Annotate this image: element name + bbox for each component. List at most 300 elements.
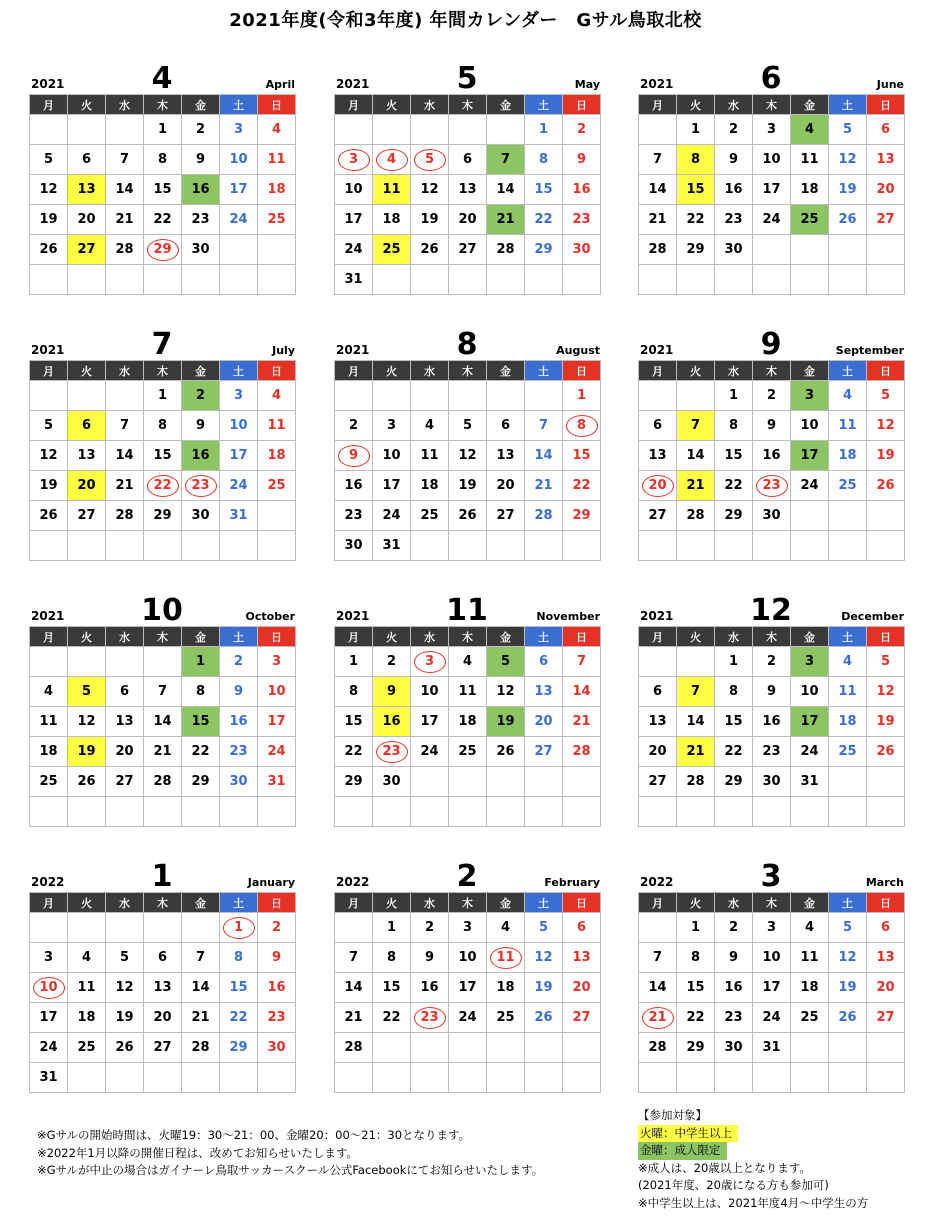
empty-cell: [106, 1063, 144, 1093]
week-row: [30, 145, 296, 175]
weekday-header: 土: [220, 95, 258, 115]
day-cell: 7: [106, 145, 144, 175]
day-cell: 8: [677, 145, 715, 175]
week-row: [639, 175, 905, 205]
day-cell: 31: [791, 767, 829, 797]
week-row: [639, 145, 905, 175]
day-cell: 17: [30, 1003, 68, 1033]
weekday-header: 月: [639, 893, 677, 913]
week-row: [30, 647, 296, 677]
week-row: [30, 115, 296, 145]
day-cell: 6: [563, 913, 601, 943]
day-cell: 27: [68, 235, 106, 265]
day-cell: 26: [411, 235, 449, 265]
day-cell: 6: [449, 145, 487, 175]
day-cell: 19: [30, 471, 68, 501]
day-cell: 16: [715, 973, 753, 1003]
day-cell: 4: [30, 677, 68, 707]
weekday-header: 火: [68, 95, 106, 115]
day-cell: 28: [639, 235, 677, 265]
week-row: [30, 1063, 296, 1093]
day-cell: 18: [829, 707, 867, 737]
day-cell: 14: [639, 175, 677, 205]
day-cell: 17: [753, 973, 791, 1003]
empty-cell: [144, 647, 182, 677]
day-cell: 7: [677, 677, 715, 707]
day-cell: 20: [867, 175, 905, 205]
weekday-header: 日: [258, 361, 296, 381]
day-cell: 14: [182, 973, 220, 1003]
weekday-header: 金: [182, 627, 220, 647]
month-calendar: [29, 322, 295, 561]
weekday-header: 日: [867, 361, 905, 381]
empty-cell: [525, 767, 563, 797]
weekday-header: 水: [715, 627, 753, 647]
empty-cell: [411, 381, 449, 411]
day-cell: 20: [68, 205, 106, 235]
note-line: ※Gサルの開始時間は、火曜19：30～21：00、金曜20：00～21：30となります。: [37, 1128, 471, 1142]
holiday-circle: 21: [642, 1007, 674, 1029]
day-cell: 2: [258, 913, 296, 943]
weekday-header: 日: [867, 95, 905, 115]
week-row: [639, 677, 905, 707]
empty-cell: [715, 797, 753, 827]
day-cell: 3: [449, 913, 487, 943]
empty-cell: [68, 115, 106, 145]
day-cell: 21: [106, 471, 144, 501]
day-cell: 8: [335, 677, 373, 707]
day-cell: 14: [106, 175, 144, 205]
day-cell: 2: [411, 913, 449, 943]
empty-cell: [220, 265, 258, 295]
day-cell: 19: [867, 441, 905, 471]
month-name: November: [536, 610, 600, 623]
weekday-header: 木: [753, 893, 791, 913]
month-year: 2021: [336, 343, 370, 357]
legend-line: ※成人は、20歳以上となります。: [638, 1160, 811, 1175]
day-cell: 28: [106, 235, 144, 265]
empty-cell: [30, 381, 68, 411]
day-cell: 4: [829, 381, 867, 411]
day-cell: 11: [411, 441, 449, 471]
day-cell: 13: [525, 677, 563, 707]
weekday-header: 日: [563, 627, 601, 647]
week-row: [335, 205, 601, 235]
empty-cell: [791, 797, 829, 827]
day-cell: 28: [182, 1033, 220, 1063]
day-cell: 31: [30, 1063, 68, 1093]
empty-cell: [525, 531, 563, 561]
month-year: 2022: [640, 875, 674, 889]
day-cell: 21: [182, 1003, 220, 1033]
day-cell: 18: [258, 441, 296, 471]
month-table: [334, 360, 601, 561]
month-table: [29, 94, 296, 295]
weekday-header: 金: [182, 361, 220, 381]
day-cell: 1: [715, 647, 753, 677]
week-row: [335, 973, 601, 1003]
day-cell: 16: [563, 175, 601, 205]
day-cell: 19: [487, 707, 525, 737]
month-number: 6: [760, 61, 782, 96]
day-cell: 11: [791, 943, 829, 973]
week-row: [335, 381, 601, 411]
day-cell: 5: [867, 381, 905, 411]
day-cell: 24: [258, 737, 296, 767]
day-cell: 21: [335, 1003, 373, 1033]
empty-cell: [411, 265, 449, 295]
weekday-header: 木: [144, 95, 182, 115]
day-cell: 4: [258, 381, 296, 411]
day-cell: 4: [258, 115, 296, 145]
week-row: [335, 441, 601, 471]
day-cell: 3: [791, 381, 829, 411]
day-cell: 25: [411, 501, 449, 531]
day-cell: 18: [791, 973, 829, 1003]
day-cell: 9: [182, 411, 220, 441]
empty-cell: [106, 797, 144, 827]
weekday-header: 金: [182, 95, 220, 115]
day-cell: 2: [753, 381, 791, 411]
day-cell: 16: [258, 973, 296, 1003]
day-cell: 21: [487, 205, 525, 235]
month-calendar: [638, 322, 904, 561]
day-cell: 3: [373, 411, 411, 441]
day-cell: 30: [182, 501, 220, 531]
day-cell: 31: [753, 1033, 791, 1063]
day-cell: 26: [68, 767, 106, 797]
week-row: [335, 1063, 601, 1093]
day-cell: 12: [411, 175, 449, 205]
day-cell: 5: [30, 411, 68, 441]
empty-cell: [563, 1033, 601, 1063]
day-cell: 19: [68, 737, 106, 767]
month-name: February: [544, 876, 600, 889]
day-cell: [639, 1003, 677, 1033]
day-cell: 9: [753, 411, 791, 441]
legend-line: (2021年度、20歳になる方も参加可): [638, 1178, 829, 1192]
month-table: [334, 626, 601, 827]
holiday-circle: 23: [376, 741, 408, 763]
day-cell: [373, 737, 411, 767]
month-number: 12: [750, 593, 792, 628]
day-cell: 19: [525, 973, 563, 1003]
day-cell: 18: [68, 1003, 106, 1033]
week-row: [639, 1033, 905, 1063]
empty-cell: [144, 1063, 182, 1093]
day-cell: 26: [106, 1033, 144, 1063]
day-cell: 13: [867, 943, 905, 973]
day-cell: 6: [68, 411, 106, 441]
month-name: December: [841, 610, 904, 623]
weekday-header: 月: [30, 95, 68, 115]
month-table: [29, 360, 296, 561]
week-row: [335, 1003, 601, 1033]
day-cell: [753, 471, 791, 501]
month-name: August: [556, 344, 600, 357]
week-row: [639, 737, 905, 767]
empty-cell: [373, 1063, 411, 1093]
empty-cell: [563, 265, 601, 295]
empty-cell: [373, 381, 411, 411]
empty-cell: [106, 115, 144, 145]
empty-cell: [715, 265, 753, 295]
week-row: [639, 411, 905, 441]
weekday-header: 金: [791, 627, 829, 647]
day-cell: 17: [335, 205, 373, 235]
day-cell: 11: [258, 411, 296, 441]
month-year: 2021: [31, 77, 65, 91]
empty-cell: [487, 797, 525, 827]
empty-cell: [487, 265, 525, 295]
weekday-header: 日: [258, 893, 296, 913]
day-cell: 10: [411, 677, 449, 707]
day-cell: 4: [829, 647, 867, 677]
empty-cell: [373, 1033, 411, 1063]
day-cell: 18: [258, 175, 296, 205]
empty-cell: [487, 1033, 525, 1063]
weekday-header: 土: [220, 627, 258, 647]
weekday-header: 月: [30, 627, 68, 647]
month-year: 2021: [31, 343, 65, 357]
day-cell: 25: [258, 205, 296, 235]
day-cell: 16: [753, 707, 791, 737]
month-table: [638, 892, 905, 1093]
day-cell: 28: [335, 1033, 373, 1063]
day-cell: 20: [867, 973, 905, 1003]
week-row: [335, 411, 601, 441]
holiday-circle: 11: [490, 947, 522, 969]
day-cell: 13: [449, 175, 487, 205]
empty-cell: [525, 381, 563, 411]
day-cell: 15: [144, 441, 182, 471]
week-row: [335, 767, 601, 797]
empty-cell: [258, 265, 296, 295]
day-cell: 29: [677, 1033, 715, 1063]
week-row: [639, 647, 905, 677]
legend-friday: 金曜：成人限定: [638, 1142, 727, 1160]
empty-cell: [411, 797, 449, 827]
weekday-header: 金: [487, 893, 525, 913]
weekday-header: 水: [715, 893, 753, 913]
empty-cell: [449, 265, 487, 295]
day-cell: 14: [487, 175, 525, 205]
day-cell: 30: [753, 501, 791, 531]
day-cell: 5: [829, 115, 867, 145]
weekday-header: 月: [335, 893, 373, 913]
day-cell: [487, 943, 525, 973]
week-row: [30, 441, 296, 471]
day-cell: 31: [220, 501, 258, 531]
day-cell: 27: [449, 235, 487, 265]
day-cell: 29: [715, 501, 753, 531]
weekday-header: 火: [68, 361, 106, 381]
day-cell: 12: [30, 175, 68, 205]
weekday-header: 火: [677, 893, 715, 913]
day-cell: 23: [563, 205, 601, 235]
month-number: 11: [446, 593, 488, 628]
empty-cell: [791, 235, 829, 265]
day-cell: 16: [335, 471, 373, 501]
empty-cell: [220, 1063, 258, 1093]
day-cell: 28: [106, 501, 144, 531]
day-cell: 29: [182, 767, 220, 797]
day-cell: 19: [30, 205, 68, 235]
empty-cell: [258, 501, 296, 531]
day-cell: 2: [373, 647, 411, 677]
day-cell: 21: [677, 471, 715, 501]
weekday-header: 火: [373, 627, 411, 647]
day-cell: 21: [563, 707, 601, 737]
empty-cell: [411, 767, 449, 797]
weekday-header: 月: [335, 95, 373, 115]
day-cell: 21: [639, 205, 677, 235]
day-cell: 2: [182, 381, 220, 411]
day-cell: 17: [373, 471, 411, 501]
empty-cell: [68, 1063, 106, 1093]
weekday-header: 月: [30, 893, 68, 913]
day-cell: 24: [449, 1003, 487, 1033]
empty-cell: [449, 1033, 487, 1063]
day-cell: 25: [449, 737, 487, 767]
week-row: [639, 767, 905, 797]
empty-cell: [335, 913, 373, 943]
day-cell: 30: [715, 235, 753, 265]
weekday-header: 水: [715, 95, 753, 115]
day-cell: 25: [373, 235, 411, 265]
month-number: 9: [760, 327, 782, 362]
empty-cell: [68, 265, 106, 295]
day-cell: 3: [753, 115, 791, 145]
day-cell: [144, 235, 182, 265]
day-cell: 19: [867, 707, 905, 737]
empty-cell: [563, 1063, 601, 1093]
day-cell: 1: [335, 647, 373, 677]
week-row: [335, 175, 601, 205]
empty-cell: [677, 797, 715, 827]
day-cell: [335, 145, 373, 175]
empty-cell: [753, 531, 791, 561]
day-cell: 23: [715, 1003, 753, 1033]
empty-cell: [563, 797, 601, 827]
day-cell: 6: [639, 411, 677, 441]
empty-cell: [106, 531, 144, 561]
empty-cell: [677, 381, 715, 411]
day-cell: 9: [411, 943, 449, 973]
day-cell: 18: [373, 205, 411, 235]
empty-cell: [829, 1033, 867, 1063]
empty-cell: [829, 235, 867, 265]
month-number: 4: [151, 61, 173, 96]
day-cell: [220, 913, 258, 943]
day-cell: 29: [563, 501, 601, 531]
empty-cell: [639, 647, 677, 677]
weekday-header: 火: [677, 361, 715, 381]
day-cell: 14: [563, 677, 601, 707]
day-cell: 15: [715, 707, 753, 737]
month-number: 7: [151, 327, 173, 362]
month-name: April: [265, 78, 295, 91]
day-cell: 28: [525, 501, 563, 531]
day-cell: 3: [753, 913, 791, 943]
day-cell: 26: [829, 1003, 867, 1033]
empty-cell: [715, 1063, 753, 1093]
empty-cell: [639, 115, 677, 145]
day-cell: 10: [791, 677, 829, 707]
empty-cell: [220, 797, 258, 827]
day-cell: 25: [829, 737, 867, 767]
weekday-header: 水: [106, 361, 144, 381]
day-cell: 9: [182, 145, 220, 175]
notes: [37, 1127, 543, 1180]
weekday-header: 水: [411, 361, 449, 381]
day-cell: 1: [182, 647, 220, 677]
day-cell: 28: [677, 501, 715, 531]
day-cell: 13: [563, 943, 601, 973]
day-cell: [563, 411, 601, 441]
empty-cell: [639, 1063, 677, 1093]
week-row: [30, 1033, 296, 1063]
empty-cell: [106, 647, 144, 677]
weekday-header: 火: [68, 627, 106, 647]
day-cell: 29: [144, 501, 182, 531]
empty-cell: [335, 115, 373, 145]
empty-cell: [867, 531, 905, 561]
month-table: [638, 360, 905, 561]
legend-heading: 【参加対象】: [638, 1108, 707, 1122]
day-cell: 20: [639, 737, 677, 767]
day-cell: [182, 471, 220, 501]
day-cell: 24: [335, 235, 373, 265]
empty-cell: [411, 531, 449, 561]
month-year: 2022: [31, 875, 65, 889]
weekday-header: 土: [525, 627, 563, 647]
holiday-circle: 4: [376, 149, 408, 171]
day-cell: 15: [563, 441, 601, 471]
week-row: [30, 235, 296, 265]
empty-cell: [829, 501, 867, 531]
empty-cell: [525, 1033, 563, 1063]
day-cell: [639, 471, 677, 501]
day-cell: 4: [449, 647, 487, 677]
day-cell: 6: [639, 677, 677, 707]
day-cell: 5: [487, 647, 525, 677]
weekday-header: 月: [639, 627, 677, 647]
week-row: [639, 1003, 905, 1033]
day-cell: 14: [335, 973, 373, 1003]
day-cell: 29: [715, 767, 753, 797]
day-cell: 1: [677, 913, 715, 943]
empty-cell: [182, 913, 220, 943]
day-cell: 8: [220, 943, 258, 973]
weekday-header: 日: [867, 893, 905, 913]
empty-cell: [867, 1033, 905, 1063]
weekday-header: 水: [106, 627, 144, 647]
day-cell: 29: [335, 767, 373, 797]
day-cell: 4: [411, 411, 449, 441]
day-cell: 26: [487, 737, 525, 767]
day-cell: 12: [829, 145, 867, 175]
day-cell: 24: [220, 205, 258, 235]
weekday-header: 土: [829, 893, 867, 913]
day-cell: 10: [373, 441, 411, 471]
legend-tuesday: 火曜：中学生以上: [638, 1125, 738, 1143]
day-cell: 22: [335, 737, 373, 767]
weekday-header: 土: [220, 361, 258, 381]
weekday-header: 火: [373, 893, 411, 913]
day-cell: [411, 647, 449, 677]
weekday-header: 水: [106, 95, 144, 115]
